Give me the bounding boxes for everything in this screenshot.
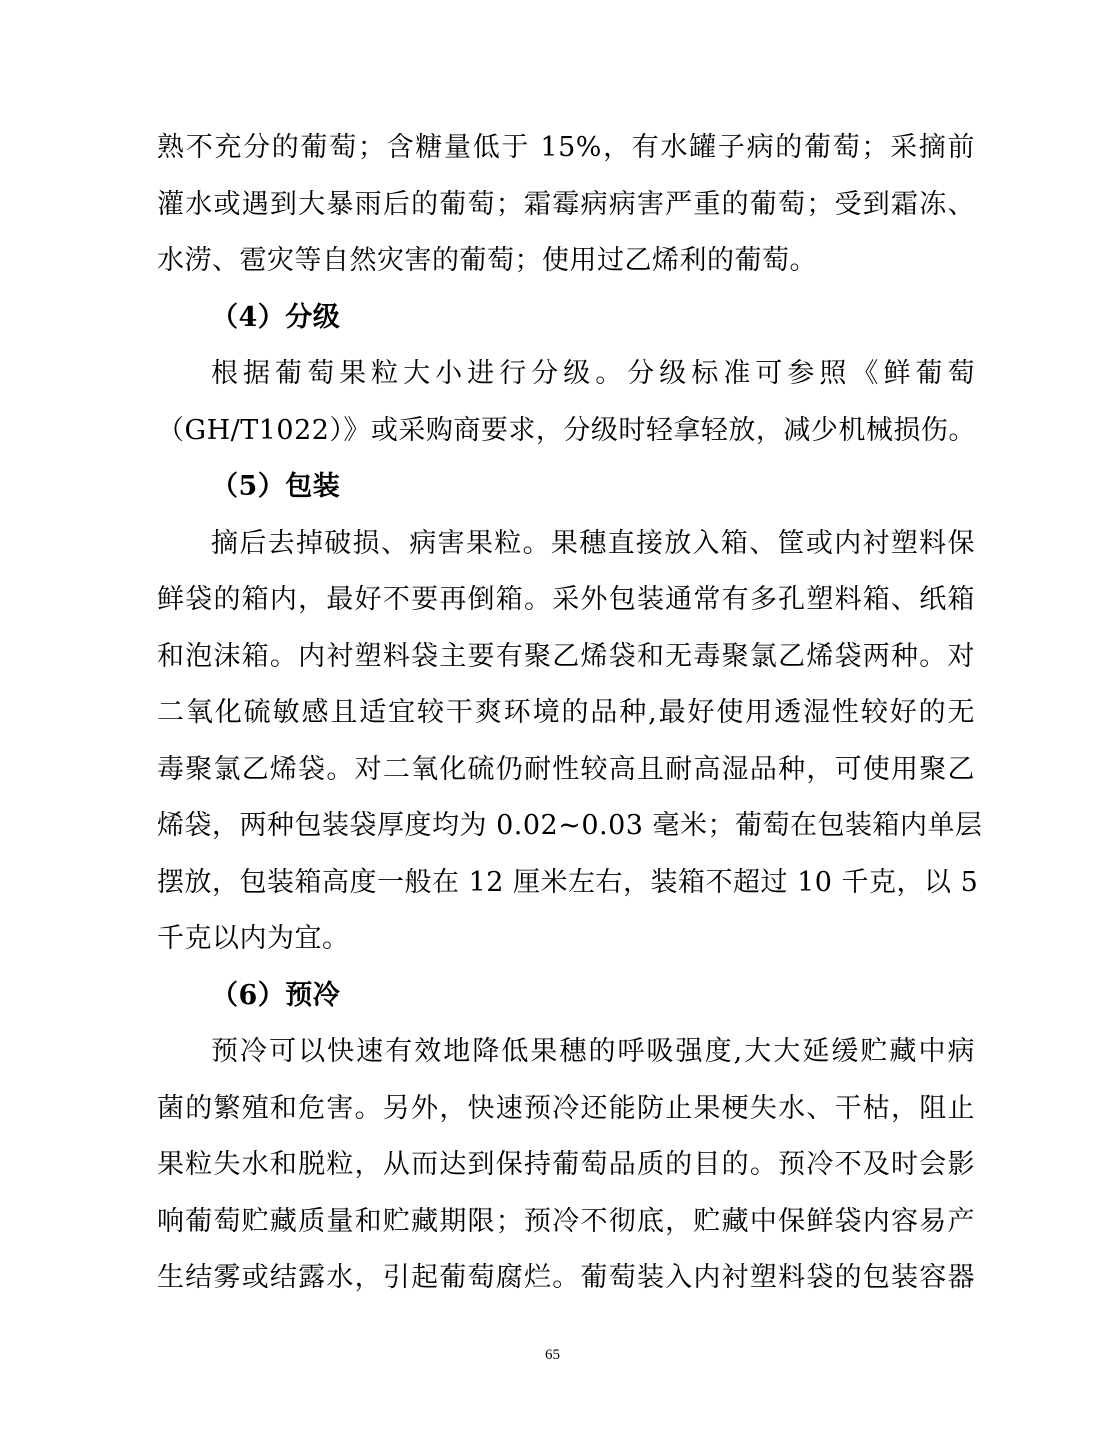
paragraph-line: 熟不充分的葡萄；含糖量低于 15%，有水罐子病的葡萄；采摘前 [157, 132, 975, 163]
paragraph-line: 灌水或遇到大暴雨后的葡萄；霜霉病病害严重的葡萄；受到霜冻、 [157, 188, 975, 220]
body-text [157, 120, 983, 1307]
section-heading-packaging: （5）包装 [211, 471, 341, 502]
paragraph-line: 响葡萄贮藏质量和贮藏期限；预冷不彻底，贮藏中保鲜袋内容易产 [157, 1205, 975, 1237]
paragraph-line: 二氧化硫敏感且适宜较干爽环境的品种,最好使用透湿性较好的无 [157, 697, 975, 728]
paragraph-line: 预冷可以快速有效地降低果穗的呼吸强度,大大延缓贮藏中病 [211, 1036, 975, 1067]
paragraph-line: （GH/T1022）》或采购商要求，分级时轻拿轻放，减少机械损伤。 [157, 414, 976, 446]
paragraph-line: 千克以内为宜。 [157, 923, 350, 954]
section-heading-precooling: （6）预冷 [211, 979, 341, 1011]
page-number: 65 [545, 1347, 560, 1363]
paragraph-line: 烯袋，两种包装袋厚度均为 0.02~0.03 毫米；葡萄在包装箱内单层 [157, 810, 983, 841]
paragraph-line: 菌的繁殖和危害。另外，快速预冷还能防止果梗失水、干枯，阻止 [157, 1092, 975, 1124]
paragraph-line: 摆放，包装箱高度一般在 12 厘米左右，装箱不超过 10 千克，以 5 [157, 866, 979, 898]
paragraph-line: 生结雾或结露水，引起葡萄腐烂。葡萄装入内衬塑料袋的包装容器 [157, 1262, 975, 1293]
paragraph-line: 水涝、雹灾等自然灾害的葡萄；使用过乙烯利的葡萄。 [157, 245, 817, 276]
paragraph-line: 鲜袋的箱内，最好不要再倒箱。采外包装通常有多孔塑料箱、纸箱 [157, 584, 975, 615]
paragraph-line: 根据葡萄果粒大小进行分级。分级标准可参照《鲜葡萄 [211, 358, 975, 389]
paragraph-line: 果粒失水和脱粒，从而达到保持葡萄品质的目的。预冷不及时会影 [157, 1149, 975, 1180]
section-heading-grading: （4）分级 [211, 301, 341, 333]
paragraph-line: 摘后去掉破损、病害果粒。果穗直接放入箱、筐或内衬塑料保 [211, 527, 975, 559]
paragraph-line: 毒聚氯乙烯袋。对二氧化硫仍耐性较高且耐高湿品种，可使用聚乙 [157, 753, 975, 785]
paragraph-line: 和泡沫箱。内衬塑料袋主要有聚乙烯袋和无毒聚氯乙烯袋两种。对 [157, 640, 975, 672]
